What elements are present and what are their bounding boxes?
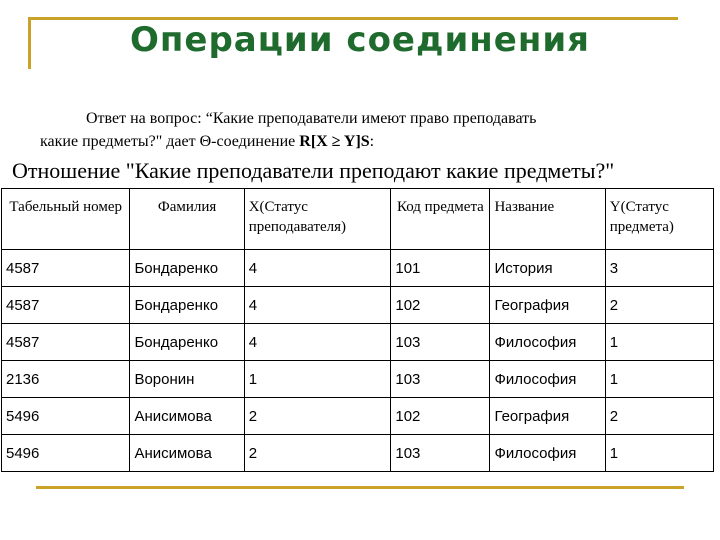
table-row [2, 324, 714, 361]
table-cell: 1 [605, 361, 713, 398]
table-cell: География [490, 398, 605, 435]
table-cell: 1 [605, 324, 713, 361]
table-cell: 4 [244, 287, 391, 324]
table-row [2, 250, 714, 287]
table-cell: Бондаренко [130, 287, 244, 324]
relation-title: Отношение "Какие преподаватели преподают какие предметы?" [12, 158, 615, 183]
answer-line-2 [40, 130, 680, 153]
table-cell: 5496 [2, 435, 130, 472]
table-cell: География [490, 287, 605, 324]
table-row [2, 287, 714, 324]
bottom-frame-line [36, 486, 684, 489]
answer-line-1: Ответ на вопрос: “Какие преподаватели имеют право преподавать [86, 110, 537, 127]
table-cell: 4587 [2, 287, 130, 324]
table-cell: 2 [244, 398, 391, 435]
table-cell: 4 [244, 250, 391, 287]
table-cell: Бондаренко [130, 250, 244, 287]
slide-title: Операции соединения [130, 20, 590, 60]
table-cell: 2 [605, 398, 713, 435]
table-cell: Философия [490, 435, 605, 472]
answer-line-2-prefix: какие предметы?" дает Θ-соединение [40, 133, 300, 150]
table-header-row [2, 189, 714, 250]
table-cell: 4587 [2, 250, 130, 287]
header-subject-name: Название [490, 189, 605, 250]
header-subject-code: Код предмета [391, 189, 490, 250]
table-row [2, 361, 714, 398]
table-row [2, 435, 714, 472]
table-cell: Философия [490, 324, 605, 361]
table-cell: Анисимова [130, 435, 244, 472]
table-row [2, 398, 714, 435]
table-cell: 2 [605, 287, 713, 324]
table-cell: 102 [391, 287, 490, 324]
table-cell: 101 [391, 250, 490, 287]
answer-text [40, 107, 680, 153]
table-cell: 1 [605, 435, 713, 472]
header-tab-number: Табельный номер [2, 189, 130, 250]
table-cell: Философия [490, 361, 605, 398]
table-body [2, 250, 714, 472]
table-cell: 103 [391, 324, 490, 361]
table-cell: 102 [391, 398, 490, 435]
header-teacher-status: X(Статус преподавателя) [244, 189, 391, 250]
theta-join-formula: R[X ≥ Y]S [299, 133, 370, 150]
table-cell: 2 [244, 435, 391, 472]
table-cell: 2136 [2, 361, 130, 398]
relation-table [1, 188, 714, 472]
table-cell: 103 [391, 361, 490, 398]
table-cell: Анисимова [130, 398, 244, 435]
table-cell: 5496 [2, 398, 130, 435]
table-cell: История [490, 250, 605, 287]
table-cell: 3 [605, 250, 713, 287]
table-cell: 4587 [2, 324, 130, 361]
answer-line-2-suffix: : [369, 133, 375, 150]
header-subject-status: Y(Статус предмета) [605, 189, 713, 250]
table-cell: 1 [244, 361, 391, 398]
table-cell: 4 [244, 324, 391, 361]
table-cell: 103 [391, 435, 490, 472]
table-cell: Бондаренко [130, 324, 244, 361]
table-cell: Воронин [130, 361, 244, 398]
header-surname: Фамилия [130, 189, 244, 250]
